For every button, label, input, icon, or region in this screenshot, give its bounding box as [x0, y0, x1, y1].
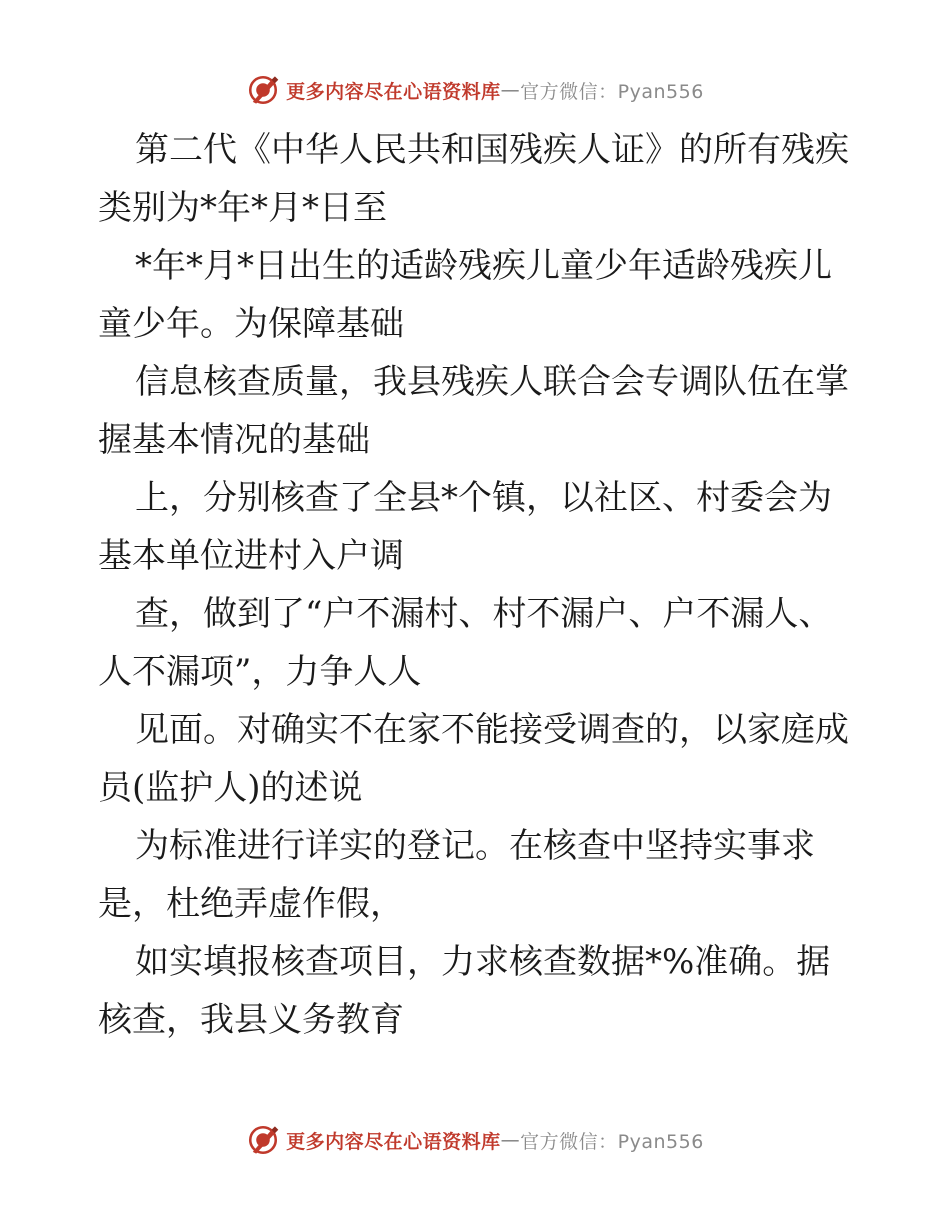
header-separator: —	[500, 79, 521, 101]
paragraph-7: 为标准进行详实的登记。在核查中坚持实事求是，杜绝弄虚作假，	[98, 826, 815, 924]
pen-logo-icon	[246, 73, 280, 107]
header-contact-text: 官方微信：Pyan556	[520, 80, 704, 103]
header-banner	[0, 70, 950, 110]
pen-logo-icon	[246, 1123, 280, 1157]
footer-contact-text: 官方微信：Pyan556	[520, 1130, 704, 1153]
header-brand-text: 更多内容尽在心语资料库	[286, 80, 501, 103]
paragraph-4: 上，分别核查了全县*个镇，以社区、村委会为基本单位进村入户调	[98, 478, 832, 576]
footer-separator: —	[500, 1129, 521, 1151]
paragraph-2: *年*月*日出生的适龄残疾儿童少年适龄残疾儿童少年。为保障基础	[98, 246, 832, 344]
paragraph-8: 如实填报核查项目，力求核查数据*%准确。据核查，我县义务教育	[98, 942, 831, 1040]
paragraph-3: 信息核查质量，我县残疾人联合会专调队伍在掌握基本情况的基础	[98, 362, 849, 460]
paragraph-5: 查，做到了“户不漏村、村不漏户、户不漏人、人不漏项”，力争人人	[98, 594, 833, 692]
paragraph-6: 见面。对确实不在家不能接受调查的，以家庭成员(监护人)的述说	[98, 710, 849, 808]
paragraph-1: 第二代《中华人民共和国残疾人证》的所有残疾类别为*年*月*日至	[98, 130, 849, 228]
document-body	[98, 121, 858, 1049]
footer-brand-text: 更多内容尽在心语资料库	[286, 1130, 501, 1153]
footer-banner	[0, 1120, 950, 1160]
